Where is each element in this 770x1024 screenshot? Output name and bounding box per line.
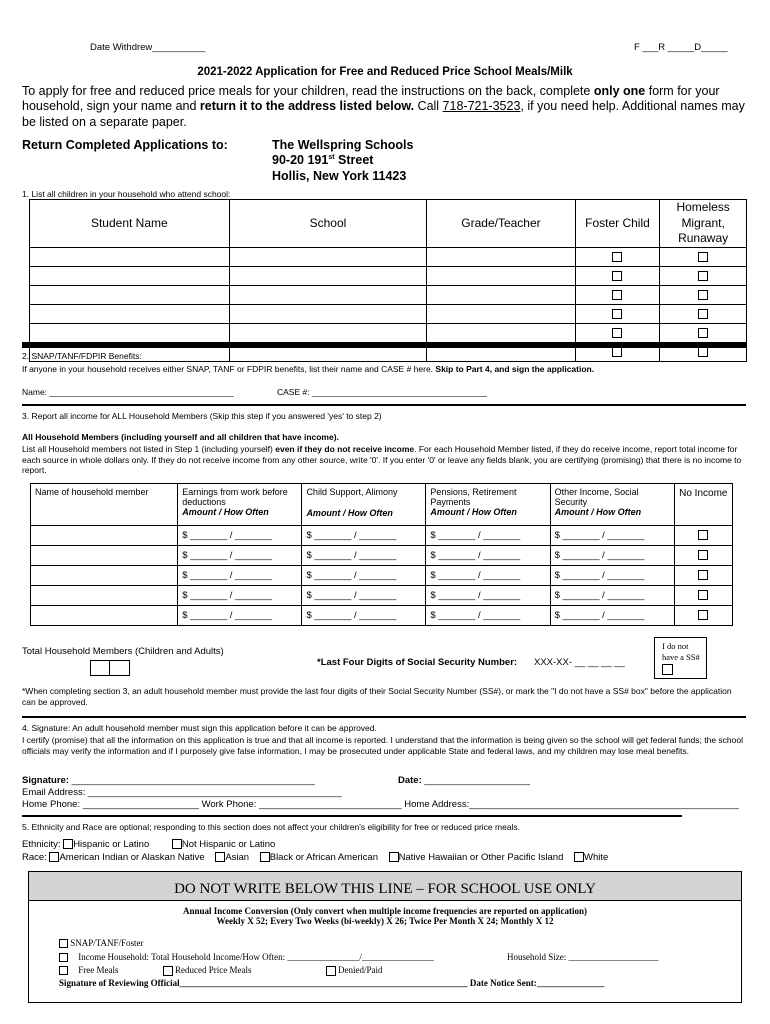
table-row <box>31 526 733 546</box>
race-row: Race: American Indian or Alaskan Native Asian Black or African American Native Hawaiian or Other Pacific Island White <box>22 852 609 863</box>
homeless-checkbox[interactable] <box>698 309 708 319</box>
school-use-section <box>28 871 742 1003</box>
child-support-cell[interactable]: $ _______ / _______ <box>302 546 426 566</box>
student-name-cell[interactable] <box>30 266 230 285</box>
amount-label: Amount / How Often <box>306 508 393 518</box>
foster-checkbox[interactable] <box>612 347 622 357</box>
col-other-income: Other Income, Social Security <box>554 487 639 507</box>
snap-name-field[interactable]: Name: _______________________________________ <box>22 387 234 397</box>
col-no-income: No Income <box>674 484 732 526</box>
certification-text: I certify (promise) that all the information on this application is true and that all income is reported. I understand that the information is being given so the school will get federal funds; the school officials may verify the information and if I purposely give false information, I may be prosecuted under applicable State and federal laws, and my children may lose meal benefits. <box>22 735 744 757</box>
no-income-checkbox[interactable] <box>698 550 708 560</box>
col-child-support: Child Support, Alimony <box>306 487 398 497</box>
section-divider <box>22 404 746 406</box>
earnings-cell[interactable]: $ _______ / _______ <box>178 606 302 626</box>
other-income-cell[interactable]: $ _______ / _______ <box>550 606 674 626</box>
child-support-cell[interactable]: $ _______ / _______ <box>302 606 426 626</box>
member-name-cell[interactable] <box>31 566 178 586</box>
amount-label: Amount / How Often <box>554 507 642 517</box>
foster-checkbox[interactable] <box>612 271 622 281</box>
conversion-rates: Weekly X 52; Every Two Weeks (bi-weekly) X 26; Twice Per Month X 24; Monthly X 12 <box>216 916 554 926</box>
no-ssn-label: I do not have a SS# <box>662 641 700 663</box>
white-checkbox[interactable] <box>574 852 584 862</box>
income-household-checkbox[interactable] <box>59 953 68 962</box>
no-income-checkbox[interactable] <box>698 530 708 540</box>
step2-text: If anyone in your household receives either SNAP, TANF or FDPIR benefits, list their name and CASE # here. Skip to Part 4, and sign the application. <box>22 364 595 374</box>
step2-heading: 2. SNAP/TANF/FDPIR Benefits: <box>22 351 142 361</box>
grade-cell[interactable] <box>427 323 575 342</box>
conversion-heading: Annual Income Conversion (Only convert when multiple income frequencies are reported on application) <box>183 906 587 916</box>
phone-address-fields[interactable]: Home Phone: ______________________ Work Phone: ___________________________ Home Address:___________________________________________________ <box>22 799 739 810</box>
signature-field[interactable]: Signature: ______________________________________________ <box>22 775 315 786</box>
step3-heading: 3. Report all income for ALL Household Members (Skip this step if you answered 'yes' to step 2) <box>22 411 382 421</box>
snap-row: SNAP/TANF/Foster <box>59 938 144 948</box>
case-number-field[interactable]: CASE #: _____________________________________ <box>277 387 487 397</box>
free-meals-checkbox[interactable] <box>59 966 68 975</box>
reviewer-signature-row[interactable]: Signature of Reviewing Official________________________________________________________________ Date Notice Sent:_______________ <box>59 978 605 988</box>
col-school: School <box>229 200 427 248</box>
intro-paragraph: To apply for free and reduced price meals for your children, read the instructions on the back, complete only one form for your household, sign your name and return it to the address listed below. Call 718-721-3523, if you need help. Additional names may be listed on a separate paper. <box>22 84 745 129</box>
no-income-checkbox[interactable] <box>698 570 708 580</box>
date-withdrew-field[interactable]: Date Withdrew__________ <box>90 42 206 53</box>
col-grade-teacher: Grade/Teacher <box>427 200 575 248</box>
not-hispanic-checkbox[interactable] <box>172 839 182 849</box>
homeless-checkbox[interactable] <box>698 347 708 357</box>
step4-heading: 4. Signature: An adult household member must sign this application before it can be approved. <box>22 723 377 733</box>
col-earnings: Earnings from work before deductions <box>182 487 288 507</box>
school-cell[interactable] <box>229 323 427 342</box>
homeless-checkbox[interactable] <box>698 252 708 262</box>
grade-cell[interactable] <box>427 304 575 323</box>
denied-checkbox[interactable] <box>326 966 336 976</box>
member-name-cell[interactable] <box>31 586 178 606</box>
member-name-cell[interactable] <box>31 546 178 566</box>
homeless-checkbox[interactable] <box>698 290 708 300</box>
earnings-cell[interactable]: $ _______ / _______ <box>178 586 302 606</box>
table-row <box>30 323 747 342</box>
member-name-cell[interactable] <box>31 526 178 546</box>
no-income-checkbox[interactable] <box>698 590 708 600</box>
member-name-cell[interactable] <box>31 606 178 626</box>
table-row <box>30 304 747 323</box>
pension-cell[interactable]: $ _______ / _______ <box>426 606 550 626</box>
school-cell[interactable] <box>229 247 427 266</box>
homeless-checkbox[interactable] <box>698 328 708 338</box>
amount-label: Amount / How Often <box>182 507 269 517</box>
table-row <box>30 247 747 266</box>
other-income-cell[interactable]: $ _______ / _______ <box>550 546 674 566</box>
col-household-member: Name of household member <box>35 487 149 497</box>
return-address: The Wellspring Schools 90-20 191st Street Hollis, New York 11423 <box>272 138 414 183</box>
ethnicity-row: Ethnicity: Hispanic or Latino Not Hispanic or Latino <box>22 839 276 850</box>
frd-field[interactable]: F ___R _____D_____ <box>634 42 728 53</box>
step3-bold-heading: All Household Members (including yourself and all children that have income). <box>22 432 339 442</box>
no-ssn-checkbox[interactable] <box>662 664 673 675</box>
children-table <box>29 199 747 362</box>
help-phone-link[interactable]: 718-721-3523 <box>442 99 521 114</box>
earnings-cell[interactable]: $ _______ / _______ <box>178 526 302 546</box>
homeless-checkbox[interactable] <box>698 271 708 281</box>
foster-checkbox[interactable] <box>612 252 622 262</box>
pacific-islander-checkbox[interactable] <box>389 852 399 862</box>
earnings-cell[interactable]: $ _______ / _______ <box>178 546 302 566</box>
other-income-cell[interactable]: $ _______ / _______ <box>550 526 674 546</box>
school-use-banner: DO NOT WRITE BELOW THIS LINE – FOR SCHOOL USE ONLY <box>29 872 741 901</box>
child-support-cell[interactable]: $ _______ / _______ <box>302 566 426 586</box>
other-income-cell[interactable]: $ _______ / _______ <box>550 586 674 606</box>
asian-checkbox[interactable] <box>215 852 225 862</box>
ssn-note: *When completing section 3, an adult household member must provide the last four digits of their Social Security Number (SS#), or mark the "I do not have a SS# box" before the application can be approved. <box>22 686 732 708</box>
foster-checkbox[interactable] <box>612 290 622 300</box>
school-cell[interactable] <box>229 285 427 304</box>
col-foster-child: Foster Child <box>575 200 660 248</box>
grade-cell[interactable] <box>427 285 575 304</box>
american-indian-checkbox[interactable] <box>49 852 59 862</box>
child-support-cell[interactable]: $ _______ / _______ <box>302 586 426 606</box>
student-name-cell[interactable] <box>30 323 230 342</box>
col-pensions: Pensions, Retirement Payments <box>430 487 517 507</box>
foster-checkbox[interactable] <box>612 328 622 338</box>
ssn-input[interactable]: XXX-XX- __ __ __ __ <box>534 657 625 668</box>
form-title: 2021-2022 Application for Free and Reduced Price School Meals/Milk <box>197 66 573 78</box>
pension-cell[interactable]: $ _______ / _______ <box>426 546 550 566</box>
col-homeless: Homeless Migrant, Runaway <box>660 200 747 248</box>
grade-cell[interactable] <box>427 266 575 285</box>
school-cell[interactable] <box>229 304 427 323</box>
earnings-cell[interactable]: $ _______ / _______ <box>178 566 302 586</box>
table-row <box>31 546 733 566</box>
school-cell[interactable] <box>229 266 427 285</box>
grade-cell[interactable] <box>427 247 575 266</box>
step1-heading: 1. List all children in your household who attend school: <box>22 189 231 199</box>
total-members-label: Total Household Members (Children and Adults) <box>22 646 224 657</box>
black-checkbox[interactable] <box>260 852 270 862</box>
section-divider <box>22 716 746 718</box>
determination-row: Free Meals Reduced Price Meals Denied/Paid <box>59 965 382 976</box>
step5-heading: 5. Ethnicity and Race are optional; responding to this section does not affect your children's eligibility for free or reduced price meals. <box>22 822 521 832</box>
student-name-cell[interactable] <box>30 247 230 266</box>
ssn-label: *Last Four Digits of Social Security Number: <box>317 657 518 668</box>
step3-instructions: List all Household members not listed in Step 1 (including yourself) even if they do not receive income. For each Household Member listed, if they do receive income, report total income for each source in whole dollars only. If they do not receive income from any other source, write '0'. If you enter '0' or leave any fields blank, you are certifying (promising) that there is no income to report. <box>22 444 742 476</box>
return-to-label: Return Completed Applications to: <box>22 138 228 152</box>
hispanic-checkbox[interactable] <box>63 839 73 849</box>
student-name-cell[interactable] <box>30 304 230 323</box>
col-student-name: Student Name <box>30 200 230 248</box>
table-row <box>31 586 733 606</box>
table-row <box>31 566 733 586</box>
pension-cell[interactable]: $ _______ / _______ <box>426 526 550 546</box>
table-row <box>30 285 747 304</box>
section-divider <box>22 815 682 817</box>
table-row <box>31 606 733 626</box>
reduced-meals-checkbox[interactable] <box>163 966 173 976</box>
student-name-cell[interactable] <box>30 285 230 304</box>
household-size-field[interactable]: Household Size: ____________________ <box>507 952 659 962</box>
amount-label: Amount / How Often <box>430 507 517 517</box>
total-members-input[interactable] <box>90 660 130 676</box>
no-income-checkbox[interactable] <box>698 610 708 620</box>
no-ssn-box <box>654 637 707 679</box>
pension-cell[interactable]: $ _______ / _______ <box>426 586 550 606</box>
pension-cell[interactable]: $ _______ / _______ <box>426 566 550 586</box>
child-support-cell[interactable]: $ _______ / _______ <box>302 526 426 546</box>
date-field[interactable]: Date: ____________________ <box>398 775 531 786</box>
foster-checkbox[interactable] <box>612 309 622 319</box>
other-income-cell[interactable]: $ _______ / _______ <box>550 566 674 586</box>
table-row <box>30 266 747 285</box>
email-field[interactable]: Email Address: ________________________________________________ <box>22 787 342 798</box>
income-household-row: Income Household: Total Household Income/How Often: ________________/________________ <box>59 952 434 962</box>
section-divider <box>22 342 746 348</box>
income-table <box>30 483 733 626</box>
snap-checkbox[interactable] <box>59 939 68 948</box>
